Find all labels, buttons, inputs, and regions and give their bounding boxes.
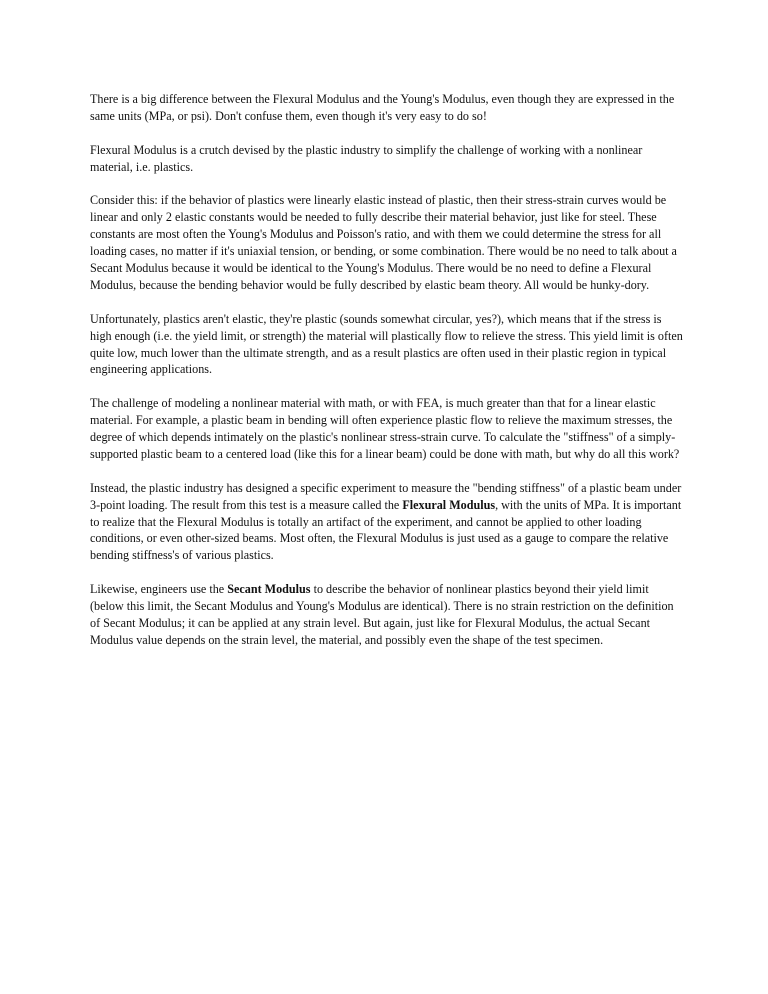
bold-term-flexural-modulus: Flexural Modulus bbox=[402, 497, 496, 512]
paragraph-4 bbox=[90, 311, 684, 379]
paragraph-1 bbox=[90, 91, 684, 125]
paragraph-6 bbox=[90, 480, 684, 565]
paragraph-text: Likewise, engineers use the bbox=[90, 582, 228, 597]
paragraph-3 bbox=[90, 192, 684, 293]
paragraph-7 bbox=[90, 581, 684, 649]
bold-term-secant-modulus: Secant Modulus bbox=[227, 582, 311, 597]
document-body bbox=[90, 91, 684, 649]
paragraph-text: Instead, the plastic industry has designed a specific experiment to measure the "bending stiffness" of a plastic beam under 3-point loading. The result from this test is a measure called the bbox=[90, 480, 682, 512]
paragraph-text: The challenge of modeling a nonlinear material with math, or with FEA, is much greater than that for a linear elastic material. For example, a plastic beam in bending will often experience plastic flow to relieve the maximum stresses, the degree of which depends intimately on the plastic's nonlinear stress-strain curve. To calculate the "stiffness" of a simply-supported plastic beam to a centered load (like this for a linear beam) could be done with math, but why do all this work? bbox=[90, 396, 680, 461]
paragraph-text: to describe the behavior of nonlinear plastics beyond their yield limit (below this limit, the Secant Modulus and Young's Modulus are identical). There is no strain restriction on the definition of Secant Modulus; it can be applied at any strain level. But again, just like for Flexural Modulus, the actual Secant Modulus value depends on the strain level, the material, and possibly even the shape of the test specimen. bbox=[90, 582, 674, 647]
paragraph-text: Flexural Modulus is a crutch devised by the plastic industry to simplify the challenge of working with a nonlinear material, i.e. plastics. bbox=[90, 142, 643, 174]
paragraph-text: Unfortunately, plastics aren't elastic, they're plastic (sounds somewhat circular, yes?), which means that if the stress is high enough (i.e. the yield limit, or strength) the material will plastically flow to relieve the stress. This yield limit is often quite low, much lower than the ultimate strength, and as a result plastics are often used in their plastic region in typical engineering applications. bbox=[90, 311, 683, 377]
paragraph-2 bbox=[90, 142, 684, 176]
paragraph-text: , with the units of MPa. It is important to realize that the Flexural Modulus is totally an artifact of the experiment, and cannot be applied to other loading conditions, or even other-sized beams. Most often, the Flexural Modulus is just used as a gauge to compare the relative bending stiffness's of various plastics. bbox=[90, 497, 682, 563]
paragraph-text: Consider this: if the behavior of plastics were linearly elastic instead of plastic, then their stress-strain curves would be linear and only 2 elastic constants would be needed to fully describe their material behavior, just like for steel. These constants are most often the Young's Modulus and Poisson's ratio, and with them we could determine the stress for all loading cases, no matter if it's uniaxial tension, or bending, or some combination. There would be no need to talk about a Secant Modulus because it would be identical to the Young's Modulus. There would be no need to define a Flexural Modulus, because the bending behavior would be fully described by elastic beam theory. All would be hunky-dory. bbox=[90, 193, 677, 292]
paragraph-5 bbox=[90, 395, 684, 463]
paragraph-text: There is a big difference between the Flexural Modulus and the Young's Modulus, even though they are expressed in the same units (MPa, or psi). Don't confuse them, even though it's very easy to do so! bbox=[90, 92, 675, 123]
